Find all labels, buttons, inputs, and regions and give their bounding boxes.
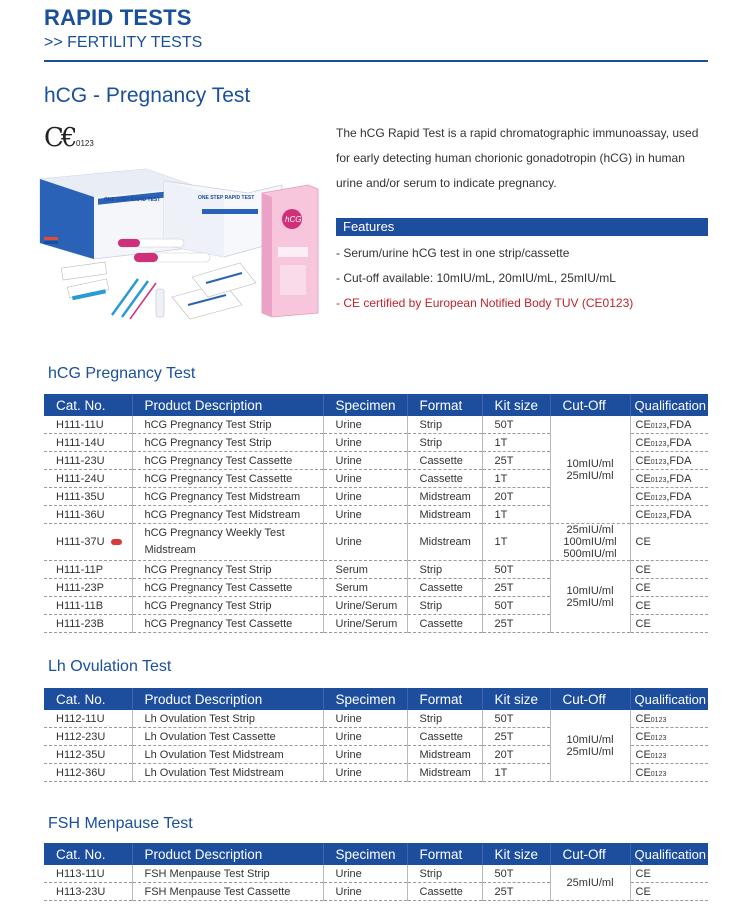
- cell-qualification: CE: [630, 615, 708, 633]
- col-cat-no: Cat. No.: [44, 688, 132, 710]
- col-description: Product Description: [132, 843, 323, 865]
- cell-cat-no: H111-11B: [44, 597, 132, 615]
- brochure-subtitle: >> FERTILITY TESTS: [44, 34, 203, 51]
- cell-cat-no: H111-14U: [44, 434, 132, 452]
- col-specimen: Specimen: [323, 843, 407, 865]
- cell-kit-size: 50T: [482, 561, 550, 579]
- cell-description: hCG Pregnancy Test Cassette: [132, 579, 323, 597]
- features-heading: Features: [343, 219, 395, 234]
- cell-qualification: CE0123: [630, 728, 708, 746]
- cell-description: Lh Ovulation Test Midstream: [132, 764, 323, 782]
- cell-qualification: CE: [630, 865, 708, 883]
- cell-specimen: Urine: [323, 865, 407, 883]
- cell-format: Cassette: [407, 615, 482, 633]
- ce-number-sub: 0123: [650, 512, 667, 520]
- foil-pouches: [156, 263, 256, 319]
- cell-specimen: Urine: [323, 883, 407, 901]
- table-row: [44, 561, 708, 579]
- svg-text:ONE STEP RAPID TEST: ONE STEP RAPID TEST: [198, 195, 255, 201]
- cell-kit-size: 25T: [482, 579, 550, 597]
- feature-item: - Cut-off available: 10mIU/mL, 20mIU/mL, 25mIU/mL: [336, 271, 616, 285]
- cell-cat-no: H112-35U: [44, 746, 132, 764]
- col-kit-size: Kit size: [482, 394, 550, 416]
- cell-kit-size: 1T: [482, 524, 550, 561]
- cell-cat-no: H112-11U: [44, 710, 132, 728]
- cell-cat-no: H112-23U: [44, 728, 132, 746]
- features-heading-bar: [336, 218, 708, 236]
- cell-cut-off: 10mIU/ml 25mIU/ml: [550, 561, 630, 633]
- col-description: Product Description: [132, 394, 323, 416]
- hcg-card-label: hCG: [285, 215, 302, 224]
- cassettes: [61, 262, 156, 319]
- col-cat-no: Cat. No.: [44, 394, 132, 416]
- cell-description: hCG Pregnancy Test Strip: [132, 434, 323, 452]
- cell-qualification: CE0123,FDA: [630, 434, 708, 452]
- ce-number: 0123: [76, 139, 94, 148]
- box-label: ONE STEP RAPID TEST: [104, 197, 161, 203]
- cell-cut-off: 10mIU/ml 25mIU/ml: [550, 710, 630, 782]
- cell-cat-no: H112-36U: [44, 764, 132, 782]
- cell-specimen: Serum: [323, 579, 407, 597]
- cell-format: Midstream: [407, 524, 482, 561]
- cell-qualification: CE0123,FDA: [630, 452, 708, 470]
- cell-cat-no: H113-11U: [44, 865, 132, 883]
- cell-cat-no: H111-23B: [44, 615, 132, 633]
- cell-qualification: CE: [630, 561, 708, 579]
- table-header-row: [44, 688, 708, 710]
- cell-format: Midstream: [407, 746, 482, 764]
- cell-specimen: Urine: [323, 488, 407, 506]
- col-description: Product Description: [132, 688, 323, 710]
- ce-number-sub: 0123: [650, 734, 667, 742]
- cell-qualification: CE0123: [630, 746, 708, 764]
- ce-number-sub: 0123: [650, 752, 667, 760]
- cell-specimen: Urine: [323, 434, 407, 452]
- fsh-product-table: [44, 843, 708, 901]
- cell-description: hCG Pregnancy Test Cassette: [132, 615, 323, 633]
- cell-description: Lh Ovulation Test Cassette: [132, 728, 323, 746]
- cell-format: Midstream: [407, 764, 482, 782]
- col-cut-off: Cut-Off: [550, 843, 630, 865]
- table-header-row: [44, 843, 708, 865]
- cell-description: Lh Ovulation Test Midstream: [132, 746, 323, 764]
- cell-kit-size: 50T: [482, 865, 550, 883]
- col-cut-off: Cut-Off: [550, 688, 630, 710]
- cell-format: Strip: [407, 597, 482, 615]
- hcg-product-table: [44, 394, 708, 633]
- col-qualification: Qualification: [630, 688, 708, 710]
- cell-description: hCG Pregnancy Test Strip: [132, 597, 323, 615]
- cell-description: FSH Menpause Test Strip: [132, 865, 323, 883]
- cell-specimen: Urine: [323, 452, 407, 470]
- cell-kit-size: 25T: [482, 883, 550, 901]
- cell-specimen: Urine: [323, 506, 407, 524]
- cell-kit-size: 1T: [482, 506, 550, 524]
- cell-format: Cassette: [407, 883, 482, 901]
- col-kit-size: Kit size: [482, 688, 550, 710]
- cat-no-text: H111-37U: [56, 536, 105, 548]
- cell-format: Cassette: [407, 452, 482, 470]
- cell-kit-size: 50T: [482, 710, 550, 728]
- cell-format: Strip: [407, 865, 482, 883]
- ce-number-sub: 0123: [650, 476, 667, 484]
- cell-qualification: CE0123,FDA: [630, 470, 708, 488]
- cell-kit-size: 25T: [482, 728, 550, 746]
- lh-product-table: [44, 688, 708, 782]
- col-format: Format: [407, 688, 482, 710]
- ce-number-sub: 0123: [650, 770, 667, 778]
- header-divider: [44, 60, 708, 62]
- cell-kit-size: 20T: [482, 746, 550, 764]
- cell-description: hCG Pregnancy Test Strip: [132, 561, 323, 579]
- cell-format: Strip: [407, 416, 482, 434]
- cell-description: Lh Ovulation Test Strip: [132, 710, 323, 728]
- col-specimen: Specimen: [323, 394, 407, 416]
- cell-format: Midstream: [407, 506, 482, 524]
- cell-description: FSH Menpause Test Cassette: [132, 883, 323, 901]
- col-specimen: Specimen: [323, 688, 407, 710]
- cell-cat-no: H111-11P: [44, 561, 132, 579]
- ce-number-sub: 0123: [650, 458, 667, 466]
- cell-description: hCG Pregnancy Test Cassette: [132, 470, 323, 488]
- cell-cat-no: H111-36U: [44, 506, 132, 524]
- cell-qualification: CE: [630, 597, 708, 615]
- cell-description: hCG Pregnancy Test Cassette: [132, 452, 323, 470]
- feature-item: - Serum/urine hCG test in one strip/cassette: [336, 246, 570, 260]
- cell-format: Cassette: [407, 579, 482, 597]
- col-cut-off: Cut-Off: [550, 394, 630, 416]
- cell-qualification: CE0123: [630, 710, 708, 728]
- table-title-hcg: hCG Pregnancy Test: [48, 365, 196, 382]
- cell-description: hCG Pregnancy Weekly Test Midstream: [132, 524, 323, 561]
- cell-kit-size: 20T: [482, 488, 550, 506]
- ce-mark-logo: C€: [44, 123, 75, 153]
- col-cat-no: Cat. No.: [44, 843, 132, 865]
- cell-cat-no: H111-24U: [44, 470, 132, 488]
- cell-specimen: Urine: [323, 524, 407, 561]
- cell-description: hCG Pregnancy Test Strip: [132, 416, 323, 434]
- table-row: [44, 416, 708, 434]
- ce-number-sub: 0123: [650, 716, 667, 724]
- cell-qualification: CE0123: [630, 764, 708, 782]
- cell-format: Strip: [407, 710, 482, 728]
- table-header-row: [44, 394, 708, 416]
- cell-cat-no: H111-35U: [44, 488, 132, 506]
- product-image: [38, 165, 320, 325]
- cell-qualification: CE0123,FDA: [630, 506, 708, 524]
- cell-description: hCG Pregnancy Test Midstream: [132, 488, 323, 506]
- cell-kit-size: 1T: [482, 470, 550, 488]
- ce-number-sub: 0123: [650, 422, 667, 430]
- cell-qualification: CE0123,FDA: [630, 416, 708, 434]
- new-badge-icon: [111, 539, 122, 545]
- cell-kit-size: 1T: [482, 434, 550, 452]
- cell-qualification: CE0123,FDA: [630, 488, 708, 506]
- cell-cat-no: [44, 524, 132, 561]
- cell-qualification: CE: [630, 579, 708, 597]
- cell-specimen: Urine: [323, 416, 407, 434]
- cell-format: Cassette: [407, 728, 482, 746]
- table-title-lh: Lh Ovulation Test: [48, 658, 172, 675]
- cell-kit-size: 25T: [482, 615, 550, 633]
- cell-cut-off: 10mIU/ml 25mIU/ml: [550, 416, 630, 524]
- cell-format: Cassette: [407, 470, 482, 488]
- cell-format: Strip: [407, 561, 482, 579]
- table-row: [44, 524, 708, 561]
- cell-specimen: Urine/Serum: [323, 597, 407, 615]
- cell-specimen: Urine: [323, 746, 407, 764]
- cell-format: Midstream: [407, 488, 482, 506]
- cell-cat-no: H113-23U: [44, 883, 132, 901]
- cell-kit-size: 50T: [482, 597, 550, 615]
- cell-kit-size: 50T: [482, 416, 550, 434]
- cell-cat-no: H111-11U: [44, 416, 132, 434]
- ce-number-sub: 0123: [650, 494, 667, 502]
- cell-format: Strip: [407, 434, 482, 452]
- table-row: [44, 710, 708, 728]
- cell-description: hCG Pregnancy Test Midstream: [132, 506, 323, 524]
- cell-specimen: Urine: [323, 470, 407, 488]
- col-format: Format: [407, 394, 482, 416]
- brochure-title: RAPID TESTS: [44, 5, 192, 30]
- ce-number-sub: 0123: [650, 440, 667, 448]
- cell-specimen: Urine: [323, 710, 407, 728]
- section-title: hCG - Pregnancy Test: [44, 84, 251, 107]
- col-format: Format: [407, 843, 482, 865]
- feature-item-certification: - CE certified by European Notified Body TUV (CE0123): [336, 296, 634, 310]
- col-kit-size: Kit size: [482, 843, 550, 865]
- col-qualification: Qualification: [630, 394, 708, 416]
- cell-cut-off: 25mIU/ml: [550, 865, 630, 901]
- cell-qualification: CE: [630, 524, 708, 561]
- cell-cut-off: 25mIU/ml 100mIU/ml 500mIU/ml: [550, 524, 630, 561]
- table-title-fsh: FSH Menpause Test: [48, 815, 193, 832]
- cell-specimen: Serum: [323, 561, 407, 579]
- cell-specimen: Urine: [323, 764, 407, 782]
- cell-specimen: Urine: [323, 728, 407, 746]
- cell-specimen: Urine/Serum: [323, 615, 407, 633]
- cell-kit-size: 1T: [482, 764, 550, 782]
- col-qualification: Qualification: [630, 843, 708, 865]
- cell-cat-no: H111-23U: [44, 452, 132, 470]
- product-description: The hCG Rapid Test is a rapid chromatographic immunoassay, used for early detecting human chorionic gonadotropin (hCG) in human urine and/or serum to indicate pregnancy.: [336, 126, 699, 190]
- cell-qualification: CE: [630, 883, 708, 901]
- cell-cat-no: H111-23P: [44, 579, 132, 597]
- table-row: [44, 865, 708, 883]
- cell-kit-size: 25T: [482, 452, 550, 470]
- hcg-pink-box: [262, 185, 318, 317]
